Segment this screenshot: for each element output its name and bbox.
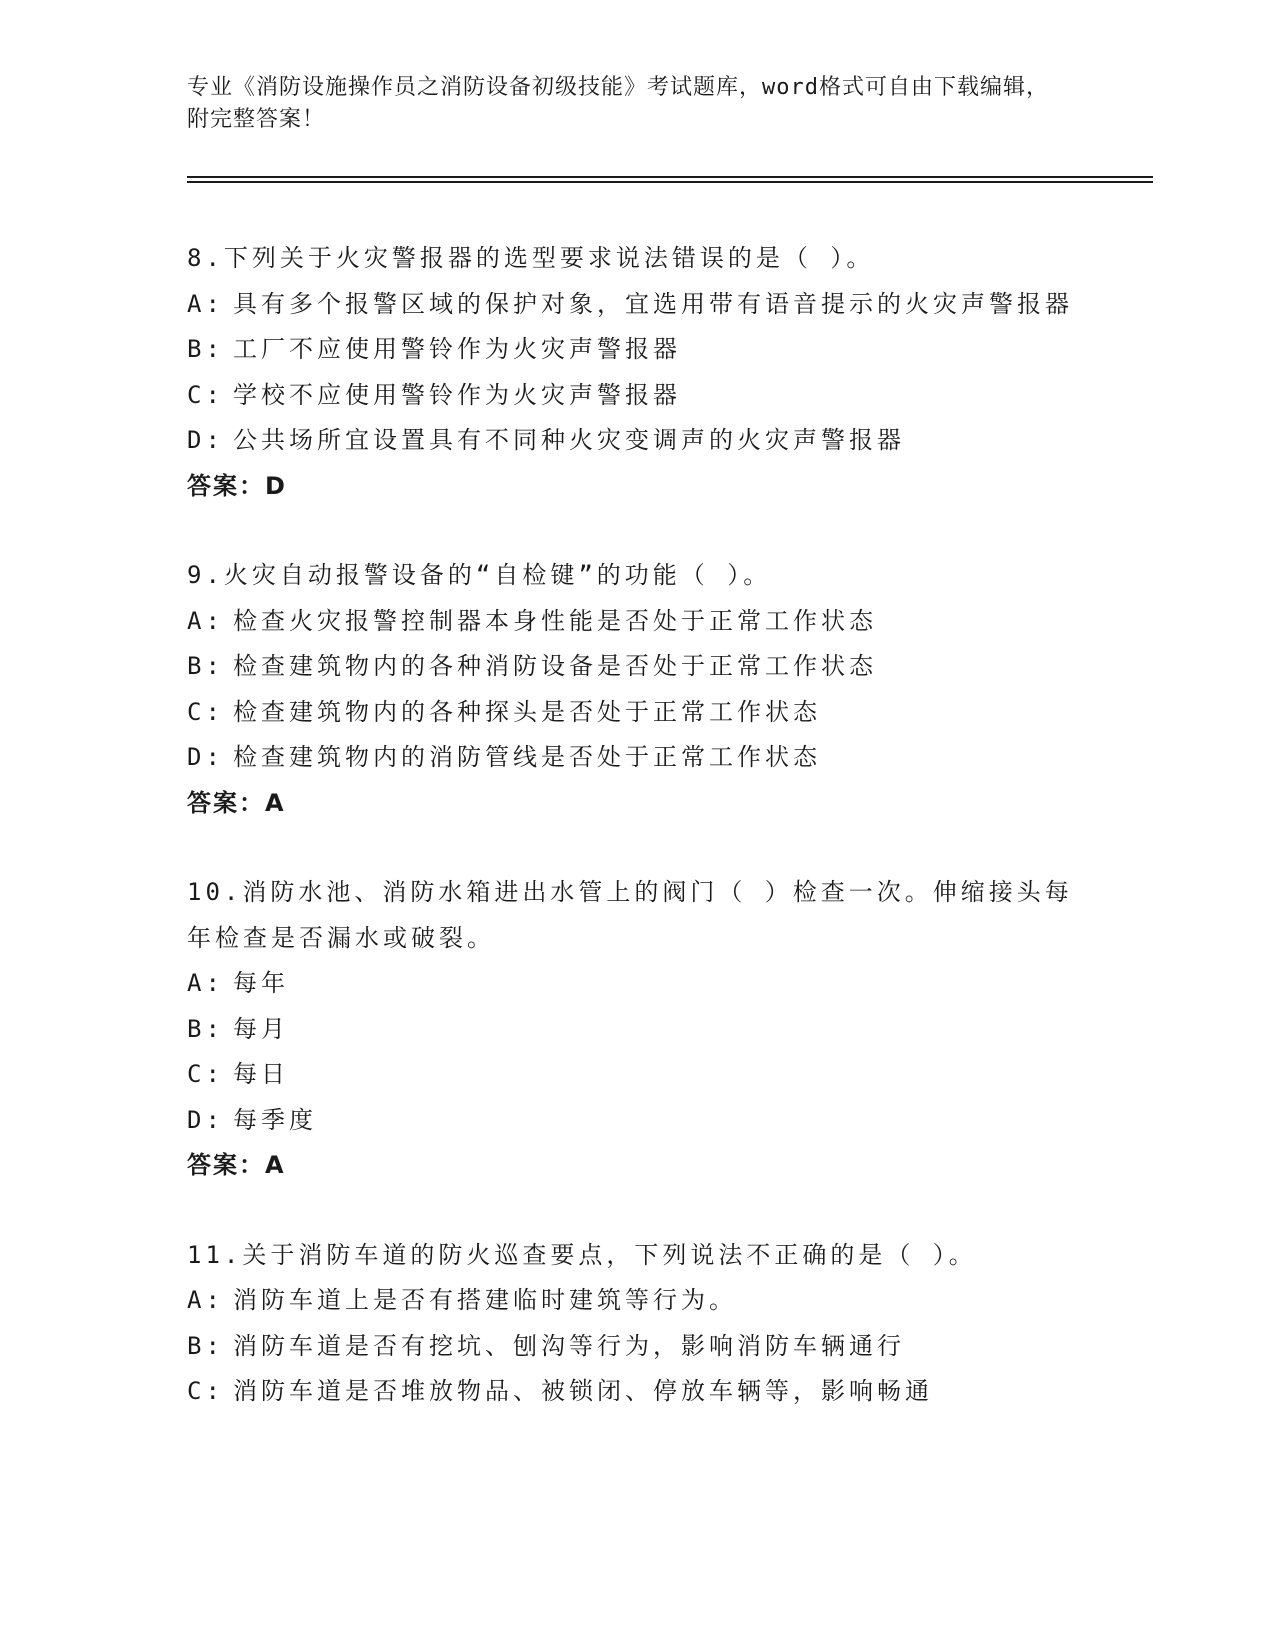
header-divider-top	[187, 176, 1153, 178]
option-text: 检查建筑物内的各种探头是否处于正常工作状态	[233, 697, 821, 726]
document-header: 专业《消防设施操作员之消防设备初级技能》考试题库，word格式可自由下载编辑，附完整答案！	[187, 75, 1049, 132]
header-divider-bottom	[187, 181, 1153, 183]
answer-line: 答案：D	[187, 471, 287, 500]
option-a	[187, 282, 1087, 328]
option-letter: D:	[187, 1105, 224, 1134]
question-10	[187, 870, 1087, 1189]
option-text: 工厂不应使用警铃作为火灾声警报器	[233, 335, 681, 363]
option-c	[187, 1369, 1087, 1415]
answer-line: 答案：A	[187, 1151, 286, 1179]
option-a	[187, 1278, 1087, 1324]
question-stem: 10.消防水池、消防水箱进出水管上的阀门（ ）检查一次。伸缩接头每年检查是否漏水或破裂。	[187, 878, 1073, 952]
question-8	[187, 236, 1087, 509]
option-text: 学校不应使用警铃作为火灾声警报器	[233, 380, 681, 409]
question-stem: 11.关于消防车道的防火巡查要点，下列说法不正确的是（ ）。	[187, 1240, 977, 1269]
option-d	[187, 418, 1087, 464]
option-letter: D:	[187, 426, 224, 454]
option-c	[187, 373, 1087, 419]
option-letter: B:	[187, 1331, 224, 1360]
option-letter: A:	[187, 1286, 224, 1314]
question-stem: 9.火灾自动报警设备的“自检键”的功能（ ）。	[187, 561, 772, 589]
option-letter: D:	[187, 743, 224, 771]
option-b	[187, 327, 1087, 373]
option-letter: C:	[187, 380, 224, 409]
option-text: 检查建筑物内的各种消防设备是否处于正常工作状态	[233, 652, 877, 680]
question-9	[187, 553, 1087, 826]
option-b	[187, 644, 1087, 690]
option-letter: C:	[187, 1377, 224, 1405]
option-letter: A:	[187, 969, 224, 997]
option-text: 每季度	[233, 1105, 317, 1134]
option-letter: C:	[187, 1060, 224, 1088]
question-list	[187, 236, 1087, 1459]
option-text: 检查火灾报警控制器本身性能是否处于正常工作状态	[233, 606, 877, 635]
answer-line: 答案：A	[187, 788, 286, 817]
option-text: 消防车道是否堆放物品、被锁闭、停放车辆等，影响畅通	[233, 1377, 933, 1405]
option-d	[187, 735, 1087, 781]
option-text: 检查建筑物内的消防管线是否处于正常工作状态	[233, 743, 821, 771]
option-text: 消防车道上是否有搭建临时建筑等行为。	[233, 1286, 737, 1314]
option-text: 公共场所宜设置具有不同种火灾变调声的火灾声警报器	[233, 426, 905, 454]
question-11	[187, 1233, 1087, 1415]
option-letter: A:	[187, 289, 224, 318]
option-c	[187, 690, 1087, 736]
option-b	[187, 1324, 1087, 1370]
option-c	[187, 1052, 1087, 1098]
option-letter: B:	[187, 1014, 224, 1043]
option-d	[187, 1098, 1087, 1144]
option-text: 每月	[233, 1014, 289, 1043]
option-a	[187, 961, 1087, 1007]
option-text: 具有多个报警区域的保护对象，宜选用带有语音提示的火灾声警报器	[233, 289, 1073, 318]
option-text: 每年	[233, 969, 289, 997]
option-letter: B:	[187, 652, 224, 680]
option-text: 消防车道是否有挖坑、刨沟等行为，影响消防车辆通行	[233, 1331, 905, 1360]
option-letter: C:	[187, 697, 224, 726]
option-letter: B:	[187, 335, 224, 363]
question-stem: 8.下列关于火灾警报器的选型要求说法错误的是（ ）。	[187, 244, 875, 272]
option-letter: A:	[187, 606, 224, 635]
option-text: 每日	[233, 1060, 289, 1088]
option-a	[187, 599, 1087, 645]
option-b	[187, 1007, 1087, 1053]
